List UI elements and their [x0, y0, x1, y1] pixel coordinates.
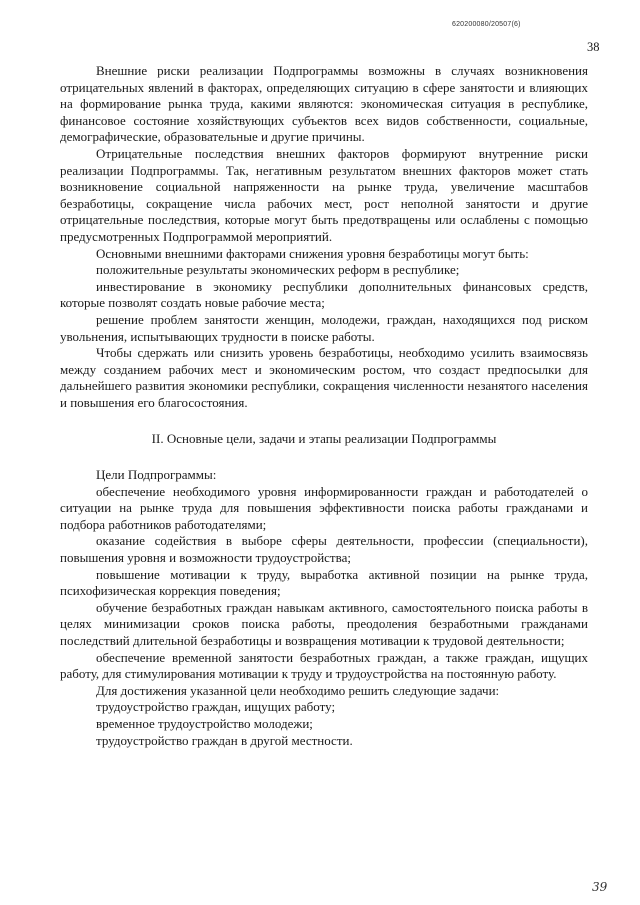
list-item: решение проблем занятости женщин, молодежи, граждан, находящихся под риском увольнения, испытывающих трудности в поиске работы. [60, 311, 588, 344]
paragraph: Цели Подпрограммы: [96, 467, 217, 483]
list-item: оказание содействия в выборе сферы деятельности, профессии (специальности), повышения уровня и возможности трудоустройства; [60, 533, 588, 566]
page-number: 38 [587, 40, 600, 54]
list-item: трудоустройство граждан, ищущих работу; [96, 699, 336, 715]
document-body [60, 63, 588, 749]
document-code: 620200080/20507(6) [452, 21, 521, 28]
list-item: временное трудоустройство молодежи; [96, 715, 313, 731]
list-item: положительные результаты экономических реформ в республике; [96, 262, 460, 278]
list-item: обеспечение временной занятости безработных граждан, а также граждан, ищущих работу, для стимулирования мотивации к труду и трудоустройства на постоянную работу. [60, 649, 588, 682]
paragraph: Отрицательные последствия внешних факторов формируют внутренние риски реализации Подпрограммы. Так, негативным результатом внешних факторов может стать возникновение социальной напряженности на рынке труда, увеличение масштабов безработицы, сокращение числа рабочих мест, рост неполной занятости и другие отрицательные последствия, которые могут быть предотвращены или ослаблены с помощью предусмотренных Подпрограммой мероприятий. [60, 145, 588, 244]
list-item: инвестирование в экономику республики дополнительных финансовых средств, которые позволят создать новые рабочие места; [60, 278, 588, 311]
paragraph: Чтобы сдержать или снизить уровень безработицы, необходимо усилить взаимосвязь между созданием рабочих мест и экономическим ростом, что создаст предпосылки для дальнейшего развития экономики республики, сокращения численности незанятого населения и повышения его благосостояния. [60, 345, 588, 410]
list-item: повышение мотивации к труду, выработка активной позиции на рынке труда, психофизическая коррекция поведения; [60, 566, 588, 599]
list-item: обеспечение необходимого уровня информированности граждан и работодателей о ситуации на рынке труда для повышения эффективности поиска работы гражданами и подбора работников работодателями; [60, 483, 588, 532]
list-item: обучение безработных граждан навыкам активного, самостоятельного поиска работы в целях минимизации сроков поиска работы, преодоления безработными гражданами последствий длительной безработицы и возвращения мотивации к трудовой деятельности; [60, 599, 588, 648]
paragraph: Основными внешними факторами снижения уровня безработицы могут быть: [96, 245, 529, 261]
handwritten-page-number: 39 [592, 880, 608, 894]
section-heading: II. Основные цели, задачи и этапы реализации Подпрограммы [151, 431, 497, 447]
paragraph: Для достижения указанной цели необходимо решить следующие задачи: [96, 682, 500, 698]
paragraph: Внешние риски реализации Подпрограммы возможны в случаях возникновения отрицательных явлений в факторах, определяющих ситуацию в сфере занятости и влияющих на формирование рынка труда, какими являются: экономическая ситуация в республике, финансовое состояние хозяйствующих субъектов всех видов собственности, социальные, демографические, образовательные и другие причины. [60, 63, 588, 145]
list-item: трудоустройство граждан в другой местности. [96, 732, 353, 748]
